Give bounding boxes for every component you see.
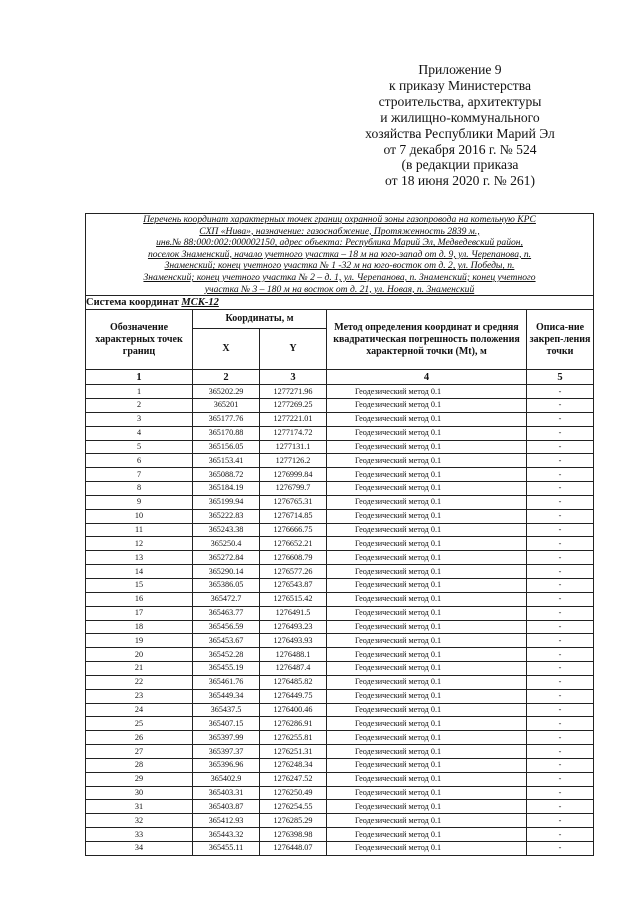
description: - [527,565,594,579]
coord-x: 365153.41 [193,454,260,468]
description: - [527,482,594,496]
appendix-line: и жилищно-коммунального [380,109,540,125]
system-row [86,296,594,310]
coord-y: 1276666.75 [260,523,327,537]
method: Геодезический метод 0.1 [327,426,527,440]
coord-x: 365386.05 [193,578,260,592]
description: - [527,675,594,689]
point-number: 2 [86,399,193,413]
table-row [86,399,594,413]
description: - [527,703,594,717]
coord-x: 365396.96 [193,758,260,772]
column-number-row [86,370,594,385]
description: - [527,772,594,786]
coord-y: 1276488.1 [260,648,327,662]
coord-x: 365250.4 [193,537,260,551]
table-row [86,814,594,828]
point-number: 11 [86,523,193,537]
point-number: 25 [86,717,193,731]
description: - [527,814,594,828]
table-row [86,828,594,842]
coord-x: 365407.15 [193,717,260,731]
method: Геодезический метод 0.1 [327,814,527,828]
title-line: СХП «Нива», назначение: газоснабжение, Протяженность 2839 м., [199,225,480,237]
coord-y: 1276400.46 [260,703,327,717]
description: - [527,509,594,523]
point-number: 33 [86,828,193,842]
method: Геодезический метод 0.1 [327,842,527,856]
coord-y: 1276493.93 [260,634,327,648]
header-x: X [193,329,260,370]
point-number: 5 [86,440,193,454]
description: - [527,578,594,592]
point-number: 21 [86,662,193,676]
method: Геодезический метод 0.1 [327,412,527,426]
description: - [527,786,594,800]
title-line: Перечень координат характерных точек границ охранной зоны газопровода на котельную КРС [143,214,536,225]
coord-x: 365199.94 [193,495,260,509]
coord-y: 1276255.81 [260,731,327,745]
method: Геодезический метод 0.1 [327,772,527,786]
description: - [527,828,594,842]
table-row [86,482,594,496]
table-row [86,495,594,509]
coord-y: 1277131.1 [260,440,327,454]
column-number: 5 [527,370,594,385]
description: - [527,440,594,454]
point-number: 8 [86,482,193,496]
coord-x: 365177.76 [193,412,260,426]
header-description: Описа-ние закреп-ления точки [527,310,594,370]
appendix-line: к приказу Министерства [388,77,532,93]
point-number: 34 [86,842,193,856]
coord-x: 365456.59 [193,620,260,634]
point-number: 9 [86,495,193,509]
description: - [527,495,594,509]
coord-y: 1276449.75 [260,689,327,703]
description: - [527,634,594,648]
coord-x: 365397.37 [193,745,260,759]
table-row [86,426,594,440]
description: - [527,606,594,620]
method: Геодезический метод 0.1 [327,758,527,772]
point-number: 28 [86,758,193,772]
method: Геодезический метод 0.1 [327,786,527,800]
column-number: 1 [86,370,193,385]
table-row [86,786,594,800]
coord-x: 365397.99 [193,731,260,745]
point-number: 3 [86,412,193,426]
coordinate-system-name: МСК-12 [181,297,219,309]
table-row [86,620,594,634]
description: - [527,399,594,413]
point-number: 16 [86,592,193,606]
table-row [86,662,594,676]
coord-y: 1276251.31 [260,745,327,759]
coord-x: 365463.77 [193,606,260,620]
method: Геодезический метод 0.1 [327,509,527,523]
coord-y: 1276515.42 [260,592,327,606]
description: - [527,468,594,482]
method: Геодезический метод 0.1 [327,551,527,565]
method: Геодезический метод 0.1 [327,648,527,662]
column-number: 3 [260,370,327,385]
coord-y: 1277174.72 [260,426,327,440]
coordinate-system-label: Система координат [86,297,182,309]
coord-x: 365222.83 [193,509,260,523]
table-title [86,214,594,296]
coord-x: 365443.32 [193,828,260,842]
description: - [527,385,594,399]
description: - [527,551,594,565]
coord-y: 1276398.98 [260,828,327,842]
coord-y: 1276247.52 [260,772,327,786]
method: Геодезический метод 0.1 [327,689,527,703]
appendix-line: (в редакции приказа [401,157,519,173]
table-row [86,758,594,772]
coordinate-system [86,296,594,310]
method: Геодезический метод 0.1 [327,703,527,717]
coord-y: 1276765.31 [260,495,327,509]
method: Геодезический метод 0.1 [327,800,527,814]
coord-x: 365156.05 [193,440,260,454]
point-number: 13 [86,551,193,565]
table-row [86,689,594,703]
description: - [527,537,594,551]
header-row [86,310,594,329]
point-number: 14 [86,565,193,579]
table-row [86,648,594,662]
header-coords: Координаты, м [193,310,327,329]
method: Геодезический метод 0.1 [327,662,527,676]
coord-y: 1277269.25 [260,399,327,413]
point-number: 10 [86,509,193,523]
coord-y: 1276608.79 [260,551,327,565]
description: - [527,758,594,772]
coord-x: 365437.5 [193,703,260,717]
description: - [527,717,594,731]
coord-x: 365290.14 [193,565,260,579]
point-number: 26 [86,731,193,745]
coord-x: 365202.29 [193,385,260,399]
description: - [527,523,594,537]
method: Геодезический метод 0.1 [327,523,527,537]
coord-y: 1276799.7 [260,482,327,496]
table-row [86,468,594,482]
method: Геодезический метод 0.1 [327,578,527,592]
coord-x: 365403.87 [193,800,260,814]
point-number: 20 [86,648,193,662]
point-number: 17 [86,606,193,620]
coord-x: 365403.31 [193,786,260,800]
header-point: Обозначение характерных точек границ [86,310,193,370]
appendix-line: от 18 июня 2020 г. № 261) [384,173,535,189]
title-line: участка № 3 – 180 м на восток от д. 21, ул. Новая, п. Знаменский [204,283,475,295]
point-number: 15 [86,578,193,592]
table-row [86,565,594,579]
coord-y: 1276491.5 [260,606,327,620]
coord-x: 365412.93 [193,814,260,828]
point-number: 4 [86,426,193,440]
table-row [86,385,594,399]
method: Геодезический метод 0.1 [327,565,527,579]
table-row [86,509,594,523]
table-row [86,578,594,592]
method: Геодезический метод 0.1 [327,828,527,842]
point-number: 12 [86,537,193,551]
method: Геодезический метод 0.1 [327,537,527,551]
coord-x: 365449.34 [193,689,260,703]
table-row [86,537,594,551]
coord-x: 365184.19 [193,482,260,496]
table-row [86,551,594,565]
table-row [86,523,594,537]
description: - [527,426,594,440]
table-row [86,772,594,786]
appendix-header [330,62,590,189]
coord-y: 1276493.23 [260,620,327,634]
coord-y: 1277126.2 [260,454,327,468]
table-row [86,745,594,759]
method: Геодезический метод 0.1 [327,468,527,482]
point-number: 18 [86,620,193,634]
description: - [527,454,594,468]
coord-x: 365402.9 [193,772,260,786]
coord-y: 1276250.49 [260,786,327,800]
coord-y: 1276254.55 [260,800,327,814]
coord-y: 1276543.87 [260,578,327,592]
coord-y: 1276286.91 [260,717,327,731]
coord-y: 1276999.84 [260,468,327,482]
title-line: Знаменский; конец учетного участка № 2 – д. 1, ул. Черепанова, п. Знаменский; конец учетного [143,271,536,283]
column-number: 2 [193,370,260,385]
method: Геодезический метод 0.1 [327,675,527,689]
coord-x: 365088.72 [193,468,260,482]
coord-y: 1276577.26 [260,565,327,579]
coordinates-table [85,213,594,856]
point-number: 30 [86,786,193,800]
table-row [86,703,594,717]
title-row [86,214,594,296]
table-row [86,606,594,620]
header-y: Y [260,329,327,370]
description: - [527,592,594,606]
point-number: 32 [86,814,193,828]
table-row [86,842,594,856]
method: Геодезический метод 0.1 [327,731,527,745]
coord-x: 365453.67 [193,634,260,648]
table-row [86,454,594,468]
coord-x: 365201 [193,399,260,413]
description: - [527,731,594,745]
method: Геодезический метод 0.1 [327,454,527,468]
coord-x: 365452.28 [193,648,260,662]
coord-y: 1276714.85 [260,509,327,523]
description: - [527,620,594,634]
coord-x: 365170.88 [193,426,260,440]
method: Геодезический метод 0.1 [327,606,527,620]
method: Геодезический метод 0.1 [327,592,527,606]
table-row [86,412,594,426]
point-number: 23 [86,689,193,703]
table-row [86,634,594,648]
column-number: 4 [327,370,527,385]
description: - [527,689,594,703]
coord-x: 365243.38 [193,523,260,537]
table-row [86,800,594,814]
point-number: 27 [86,745,193,759]
method: Геодезический метод 0.1 [327,399,527,413]
point-number: 22 [86,675,193,689]
coord-y: 1276248.34 [260,758,327,772]
method: Геодезический метод 0.1 [327,634,527,648]
point-number: 1 [86,385,193,399]
method: Геодезический метод 0.1 [327,495,527,509]
coord-y: 1277221.01 [260,412,327,426]
method: Геодезический метод 0.1 [327,482,527,496]
coord-x: 365272.84 [193,551,260,565]
appendix-line: строительства, архитектуры [378,93,542,109]
point-number: 7 [86,468,193,482]
method: Геодезический метод 0.1 [327,745,527,759]
description: - [527,648,594,662]
point-number: 6 [86,454,193,468]
description: - [527,842,594,856]
appendix-line: хозяйства Республики Марий Эл [365,125,555,141]
coord-y: 1276652.21 [260,537,327,551]
coord-y: 1276487.4 [260,662,327,676]
method: Геодезический метод 0.1 [327,385,527,399]
description: - [527,800,594,814]
title-line: инв.№ 88:000:002:000002150, адрес объекта: Республика Марий Эл, Медведевский район, [156,237,523,249]
coord-x: 365455.11 [193,842,260,856]
coord-y: 1277271.96 [260,385,327,399]
point-number: 29 [86,772,193,786]
table-row [86,592,594,606]
method: Геодезический метод 0.1 [327,717,527,731]
table-row [86,440,594,454]
method: Геодезический метод 0.1 [327,620,527,634]
title-line: Знаменский; конец учетного участка № 1 -32 м на юго-восток от д. 2, ул. Победы, п. [164,260,515,272]
coord-y: 1276485.82 [260,675,327,689]
description: - [527,745,594,759]
coord-x: 365455.19 [193,662,260,676]
coord-y: 1276448.07 [260,842,327,856]
appendix-line: Приложение 9 [418,62,502,77]
table-row [86,731,594,745]
point-number: 31 [86,800,193,814]
coord-y: 1276285.29 [260,814,327,828]
title-line: поселок Знаменский, начало учетного участка – 18 м на юго-запад от д. 9, ул. Черепанова, п. [147,248,532,260]
point-number: 19 [86,634,193,648]
point-number: 24 [86,703,193,717]
description: - [527,412,594,426]
description: - [527,662,594,676]
header-method: Метод определения координат и средняя квадратическая погрешность положения характерной точки (Mt), м [327,310,527,370]
table-row [86,717,594,731]
method: Геодезический метод 0.1 [327,440,527,454]
coord-x: 365461.76 [193,675,260,689]
coord-x: 365472.7 [193,592,260,606]
table-row [86,675,594,689]
appendix-line: от 7 декабря 2016 г. № 524 [383,141,537,157]
